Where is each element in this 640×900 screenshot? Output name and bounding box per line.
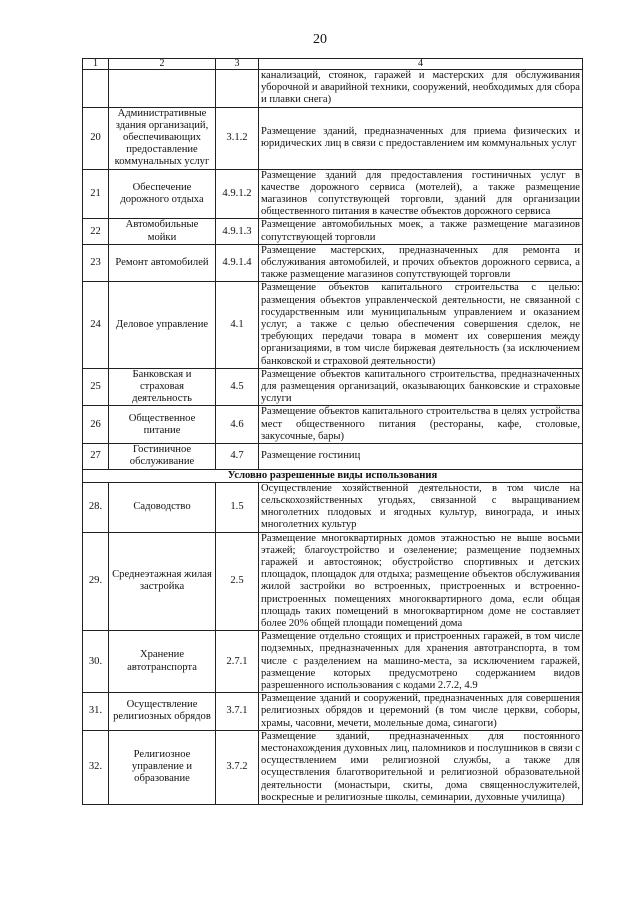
table-row: [83, 693, 583, 731]
section-title: Условно разрешенные виды использования: [83, 469, 583, 482]
row-name: Автомобильные мойки: [109, 219, 216, 244]
row-description: Размещение зданий для предоставления гостиничных услуг в качестве дорожного сервиса (мотелей), а также размещение магазинов сопутствующей торговли, зданий для организации общественного питания в качестве объектов дорожного сервиса: [259, 169, 583, 219]
row-description: Размещение мастерских, предназначенных для ремонта и обслуживания автомобилей, и прочих объектов дорожного сервиса, а также размещение магазинов сопутствующей торговли: [259, 244, 583, 282]
row-code: 4.5: [216, 368, 259, 406]
conditional-rows: [83, 482, 583, 804]
row-description: Размещение многоквартирных домов этажностью не выше восьми этажей; благоустройство и озеленение; размещение подземных гаражей и автостоянок; обустройство спортивных и детских площадок, площадок для отдыха; размещение объектов обслуживания жилой застройки во встроенных, пристроенных и встроенно-пристроенных помещениях многоквартирного дома, если общая площадь таких помещений в многоквартирном доме не составляет более 20% общей площади помещений дома: [259, 532, 583, 631]
row-name: Обеспечение дорожного отдыха: [109, 169, 216, 219]
header-col-3: 3: [216, 59, 259, 70]
row-number: 21: [83, 169, 109, 219]
table-row: [83, 482, 583, 532]
row-code: 3.7.2: [216, 730, 259, 804]
table-row: [83, 368, 583, 406]
row-code: 4.7: [216, 444, 259, 469]
row-code: 4.1: [216, 282, 259, 368]
row-name: Садоводство: [109, 482, 216, 532]
row-number: 26: [83, 406, 109, 444]
row-number: 30.: [83, 631, 109, 693]
row-code: 4.9.1.3: [216, 219, 259, 244]
row-number: 28.: [83, 482, 109, 532]
row-code: 4.9.1.4: [216, 244, 259, 282]
row-number: 23: [83, 244, 109, 282]
row-description: Размещение отдельно стоящих и пристроенных гаражей, в том числе подземных, предназначенных для хранения автотранспорта, в том числе с разделением на машино-места, за исключением гаражей, размещение которых предусмотрено содержанием видов разрешенного использования с кодами 2.7.2, 4.9: [259, 631, 583, 693]
table-row: [83, 631, 583, 693]
row-description: Размещение объектов капитального строительства в целях устройства мест общественного питания (рестораны, кафе, столовые, закусочные, бары): [259, 406, 583, 444]
table-row: [83, 282, 583, 368]
row-number: 32.: [83, 730, 109, 804]
row-number: 25: [83, 368, 109, 406]
table-row: [83, 244, 583, 282]
row-name: Общественное питание: [109, 406, 216, 444]
row-code: 3.1.2: [216, 107, 259, 169]
row-name: Хранение автотранспорта: [109, 631, 216, 693]
page-number: 20: [313, 32, 327, 47]
row-number: 24: [83, 282, 109, 368]
row-description: Размещение гостиниц: [259, 444, 583, 469]
row-code: 1.5: [216, 482, 259, 532]
row-description: Размещение автомобильных моек, а также размещение магазинов сопутствующей торговли: [259, 219, 583, 244]
header-col-2: 2: [109, 59, 216, 70]
row-name: Гостиничное обслуживание: [109, 444, 216, 469]
row-code: 2.5: [216, 532, 259, 631]
row-code: 2.7.1: [216, 631, 259, 693]
table-row: [83, 219, 583, 244]
table-header-row: [83, 59, 583, 70]
land-use-table: [82, 58, 583, 805]
table-row: [83, 107, 583, 169]
header-col-4: 4: [259, 59, 583, 70]
table-row: [83, 532, 583, 631]
row-description: Размещение зданий, предназначенных для приема физических и юридических лиц в связи с предоставлением им коммунальных услуг: [259, 107, 583, 169]
continuation-text: канализаций, стоянок, гаражей и мастерских для обслуживания уборочной и аварийной техники, сооружений, необходимых для сбора и плавки снега): [259, 70, 583, 108]
row-number: 20: [83, 107, 109, 169]
table-row: [83, 730, 583, 804]
row-number: 22: [83, 219, 109, 244]
row-code: 3.7.1: [216, 693, 259, 731]
section-row: [83, 469, 583, 482]
row-name: Осуществление религиозных обрядов: [109, 693, 216, 731]
row-description: Размещение объектов капитального строительства, предназначенных для размещения организаций, оказывающих банковские и страховые услуги: [259, 368, 583, 406]
table-row: [83, 169, 583, 219]
row-number: 27: [83, 444, 109, 469]
row-description: Размещение зданий, предназначенных для постоянного местонахождения духовных лиц, паломников и послушников в связи с осуществлением ими религиозной службы, а также для осуществления благотворительной и религиозной образовательной деятельности (монастыри, скиты, дома священнослужителей, воскресные и религиозные школы, семинарии, духовные училища): [259, 730, 583, 804]
table-row: [83, 406, 583, 444]
table-row-continuation: [83, 70, 583, 108]
row-description: Размещение зданий и сооружений, предназначенных для совершения религиозных обрядов и церемоний (в том числе церкви, соборы, храмы, часовни, мечети, молельные дома, синагоги): [259, 693, 583, 731]
row-number: 31.: [83, 693, 109, 731]
row-name: Административные здания организаций, обеспечивающих предоставление коммунальных услуг: [109, 107, 216, 169]
row-code: 4.6: [216, 406, 259, 444]
main-rows: [83, 107, 583, 469]
row-code: 4.9.1.2: [216, 169, 259, 219]
header-col-1: 1: [83, 59, 109, 70]
row-name: Ремонт автомобилей: [109, 244, 216, 282]
row-number: 29.: [83, 532, 109, 631]
row-description: Осуществление хозяйственной деятельности, в том числе на сельскохозяйственных угодьях, связанной с выращиванием многолетних плодовых и ягодных культур, винограда, и иных многолетних культур: [259, 482, 583, 532]
row-name: Банковская и страховая деятельность: [109, 368, 216, 406]
table-row: [83, 444, 583, 469]
row-description: Размещение объектов капитального строительства с целью: размещения объектов управленческой деятельности, не связанной с государственным или муниципальным управлением и оказанием услуг, а также с целью обеспечения совершения сделок, не требующих передачи товара в момент их совершения между организациями, в том числе биржевая деятельность (за исключением банковской и страховой деятельности): [259, 282, 583, 368]
row-name: Среднеэтажная жилая застройка: [109, 532, 216, 631]
row-name: Религиозное управление и образование: [109, 730, 216, 804]
row-name: Деловое управление: [109, 282, 216, 368]
